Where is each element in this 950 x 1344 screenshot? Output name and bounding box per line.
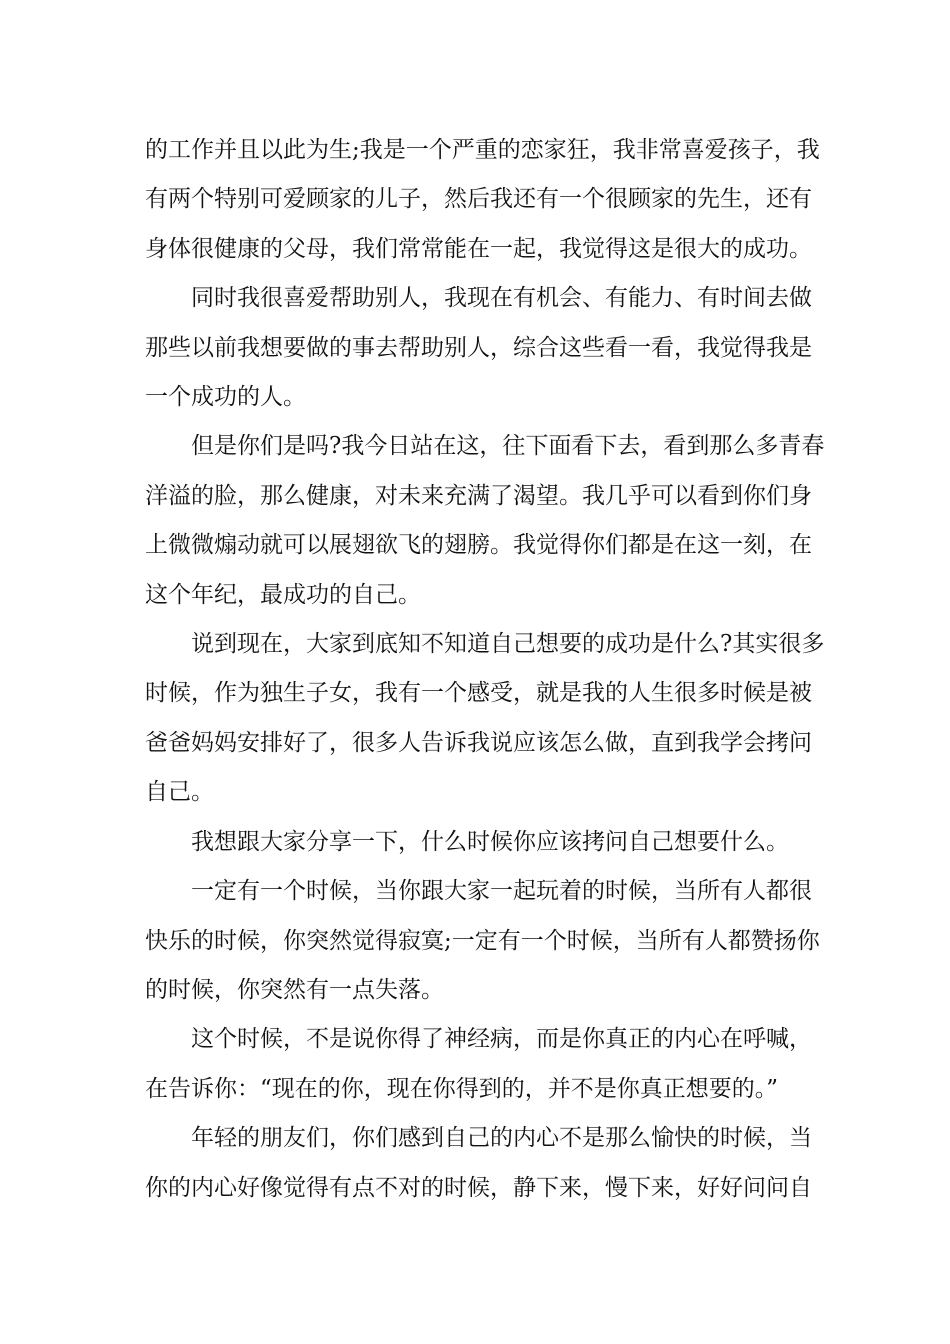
text-line: 我想跟大家分享一下，什么时候你应该拷问自己想要什么。 [191, 828, 789, 855]
text-line: 的时候，你突然有一点失落。 [145, 976, 444, 1003]
paragraph [145, 422, 825, 620]
paragraph [145, 818, 807, 867]
text-line: 快乐的时候，你突然觉得寂寞;一定有一个时候，当所有人都赞扬你 [145, 927, 820, 954]
paragraph [145, 274, 812, 422]
text-line: 年轻的朋友们，你们感到自己的内心不是那么愉快的时候，当 [191, 1125, 812, 1152]
paragraph [145, 1015, 812, 1114]
text-line: 洋溢的脸，那么健康，对未来充满了渴望。我几乎可以看到你们身 [145, 482, 812, 509]
text-line: 这个时候，不是说你得了神经病，而是你真正的内心在呼喊， [191, 1026, 812, 1053]
text-line: 同时我很喜爱帮助别人，我现在有机会、有能力、有时间去做 [191, 285, 812, 312]
text-line: 爸爸妈妈安排好了，很多人告诉我说应该怎么做，直到我学会拷问 [145, 729, 812, 756]
text-line: 身体很健康的父母，我们常常能在一起，我觉得这是很大的成功。 [145, 235, 812, 262]
text-line: 这个年纪，最成功的自己。 [145, 581, 421, 608]
paragraph [145, 620, 825, 818]
text-line: 有两个特别可爱顾家的儿子，然后我还有一个很顾家的先生，还有 [145, 186, 812, 213]
text-line: 自己。 [145, 779, 214, 806]
text-line: 一定有一个时候，当你跟大家一起玩着的时候，当所有人都很 [191, 878, 812, 905]
text-line: 那些以前我想要做的事去帮助别人，综合这些看一看，我觉得我是 [145, 334, 812, 361]
text-line: 一个成功的人。 [145, 384, 306, 411]
text-line: 你的内心好像觉得有点不对的时候，静下来，慢下来，好好问问自 [145, 1174, 812, 1201]
text-line: 但是你们是吗?我今日站在这，往下面看下去，看到那么多青春 [191, 433, 825, 460]
text-line: 上微微煽动就可以展翅欲飞的翅膀。我觉得你们都是在这一刻，在 [145, 532, 812, 559]
text-line: 在告诉你：“现在的你，现在你得到的，并不是你真正想要的。” [145, 1075, 779, 1102]
text-line: 时候，作为独生子女，我有一个感受，就是我的人生很多时候是被 [145, 680, 812, 707]
document-body [145, 126, 825, 1213]
paragraph [145, 126, 820, 274]
paragraph [145, 1114, 812, 1213]
text-line: 说到现在，大家到底知不知道自己想要的成功是什么?其实很多 [191, 631, 825, 658]
paragraph [145, 867, 820, 1015]
text-line: 的工作并且以此为生;我是一个严重的恋家狂，我非常喜爱孩子，我 [145, 137, 820, 163]
